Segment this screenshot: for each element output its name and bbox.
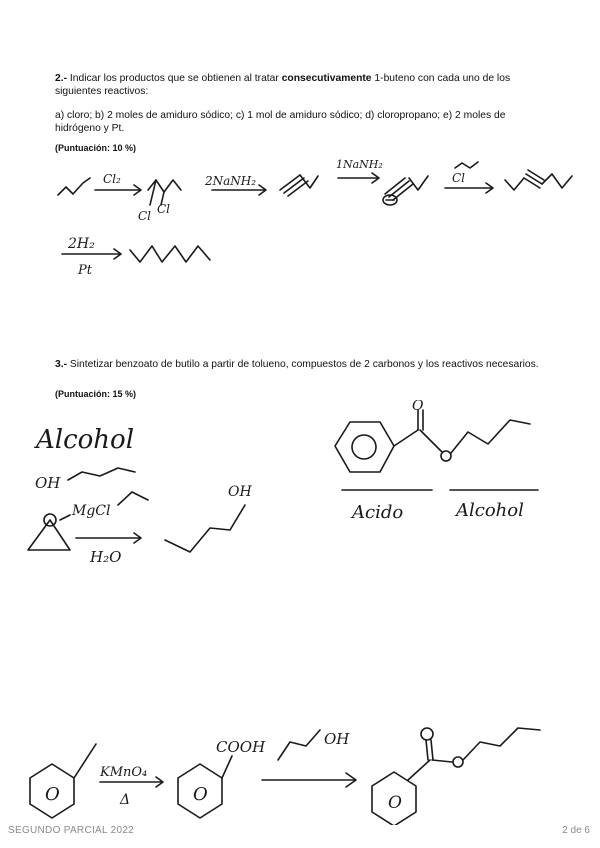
acido-label: Acido [352,502,404,523]
acetylide-chain [409,176,428,190]
epoxide-ring [28,520,70,550]
epoxide-link [60,515,70,520]
question-3-handwritten-answer [0,400,600,580]
question-2-text-before: Indicar los productos que se obtienen al tratar [67,73,282,84]
butanol-reagent-chain [278,730,320,760]
footer-title: SEGUNDO PARCIAL 2022 [8,825,135,836]
butene-structure [58,178,90,195]
reagent-mgcl: MgCl [72,503,111,519]
reagent-h2o: H₂O [90,548,122,566]
ester-carbonyl-1 [426,740,428,760]
alcohol-label: Alcohol [456,500,524,521]
question-2-text [55,72,547,98]
question-2-text-after: 1-buteno con cada uno de los siguientes reactivos: [55,73,511,97]
question-2-options: a) cloro; b) 2 moles de amiduro sódico; c) 1 mol de amiduro sódico; d) cloropropano; e) 2 moles de hidrógeno y Pt. [55,110,506,134]
question-3-text [55,358,547,371]
product-chain-right [542,174,572,188]
question-2-handwritten-answer [0,150,600,280]
product-chain-left [505,178,524,190]
alkane-product [130,246,210,262]
ester-oxygen [441,451,451,461]
carboxyl-bond [222,756,232,778]
page-number: 2 de 6 [562,825,590,836]
question-3-score: (Puntuación: 15 %) [55,389,137,399]
product-triple-1 [524,178,540,188]
reagent-2nanh2: 2NaNH₂ [205,174,257,188]
benzoic-inner-o: O [193,784,208,805]
benzene-inner-circle [352,435,376,459]
butyl-chain [451,420,530,453]
ester-o-atom [453,757,463,767]
oh-label-2: OH [228,484,252,500]
product-triple-3 [528,170,544,180]
reagent-2h2: 2H₂ [68,236,95,252]
ethanol-chain [68,468,135,480]
ester-inner-o: O [388,793,402,813]
question-3-number: 3.- [55,359,68,370]
question-2-bold: consecutivamente [281,73,372,84]
ester-carbonyl-o [421,728,433,740]
ester-bond-1 [394,430,418,446]
substituent-cl-a: Cl [138,209,152,223]
benzene-ring-ester [335,422,394,472]
question-2-number: 2.- [55,73,68,84]
grignard-chain [118,492,148,505]
reagent-cl: Cl [452,171,466,185]
ester-o-bond [432,760,452,762]
question-3-text-body: Sintetizar benzoato de butilo a partir de tolueno, compuestos de 2 carbonos y los reactivos necesarios. [67,359,539,370]
reagent-kmno4: KMnO₄ [100,765,148,780]
reagent-pt: Pt [78,263,92,278]
alcohol-title: Alcohol [36,425,135,455]
question-2-score: (Puntuación: 10 %) [55,143,137,153]
cooh-label: COOH [216,738,266,756]
reagent-delta: Δ [120,792,131,808]
ester-bond-2 [420,430,442,452]
product-triple-2 [526,174,542,184]
substituent-cl-b: Cl [157,202,171,216]
toluene-methyl [74,744,96,778]
reagent-cl2: Cl₂ [103,172,121,186]
oh-label-1: OH [35,474,61,492]
oh-label-3: OH [324,730,350,748]
alkyne-chain [300,175,318,188]
carbonyl-o: O [412,400,424,414]
ester-link [408,760,430,780]
question-3-synthesis-scheme [0,700,600,825]
toluene-inner-o: O [45,784,60,805]
reagent-1nanh2: 1NaNH₂ [336,158,383,171]
ester-carbonyl-2 [431,740,433,760]
butanol-chain [165,505,245,552]
chloropropane-structure [455,162,478,168]
butyl-product-chain [463,728,540,760]
